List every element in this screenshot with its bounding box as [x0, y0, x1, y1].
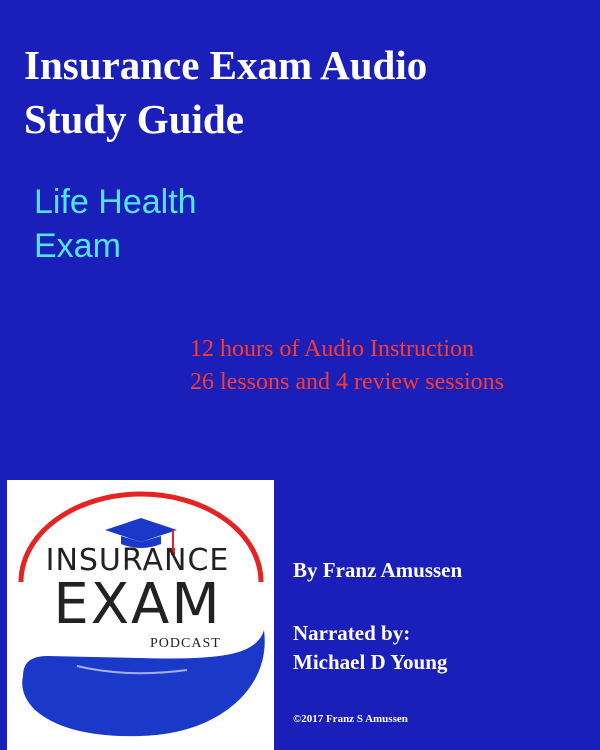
- cover-subtitle-line-1: Life Health: [34, 183, 197, 221]
- cover-title: [24, 38, 427, 146]
- feature-list: [190, 333, 504, 399]
- feature-hours: 12 hours of Audio Instruction: [190, 336, 474, 362]
- cover-title-line-1: Insurance Exam Audio: [24, 42, 428, 88]
- narrated-label: Narrated by:: [293, 621, 411, 645]
- copyright-notice: ©2017 Franz S Amussen: [293, 713, 408, 725]
- cover-subtitle: [34, 180, 197, 268]
- author-credit: By Franz Amussen: [293, 558, 463, 582]
- narrator-credit: [293, 619, 447, 677]
- feature-lessons: 26 lessons and 4 review sessions: [190, 369, 504, 395]
- narrator-name: Michael D Young: [293, 650, 448, 674]
- cover-subtitle-line-2: Exam: [34, 227, 121, 265]
- logo-word-podcast: PODCAST: [150, 636, 221, 651]
- cover-title-line-2: Study Guide: [24, 96, 244, 142]
- logo-word-insurance: INSURANCE: [45, 543, 230, 578]
- logo-word-exam: EXAM: [53, 572, 222, 637]
